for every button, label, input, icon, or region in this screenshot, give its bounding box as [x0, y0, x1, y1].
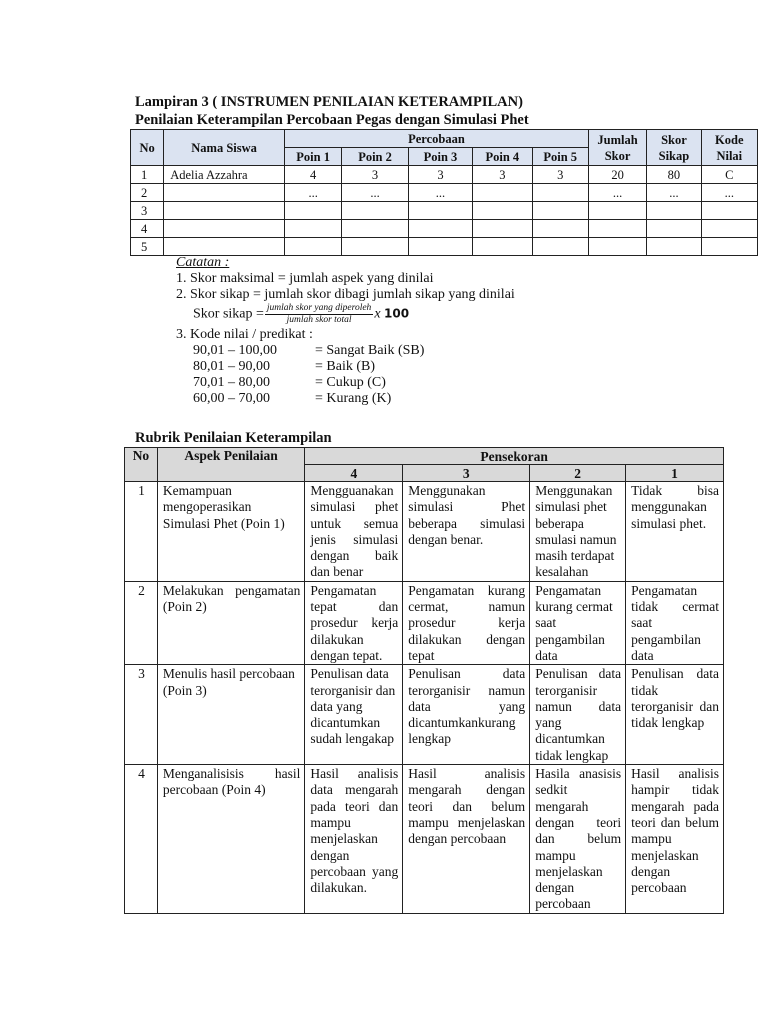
formula: [176, 303, 515, 327]
header-kode-nilai: Kode Nilai: [701, 130, 757, 166]
header-percobaan: Percobaan: [284, 130, 588, 148]
subheading: Penilaian Keterampilan Percobaan Pegas dengan Simulasi Phet: [135, 112, 529, 128]
table-row: 1 Adelia Azzahra 4 3 3 3 3 20 80 C: [131, 166, 758, 184]
score-table: [130, 129, 758, 256]
table-row: 2 Melakukan pengamatan (Poin 2) Pengamatan tepat dan prosedur kerja dilakukan dengan tepat. Pengamatan kurang cermat, namun prosedur kerja dilakukan dengan tepat Pengamatan kurang cermat saat pengambilan data Pengamatan tidak cermat saat pengambilan data: [125, 581, 724, 664]
header-poin-5: Poin 5: [532, 148, 588, 166]
table-row: 3 Menulis hasil percobaan (Poin 3) Penulisan data terorganisir dan data yang dicantumkan sudah lengakap Penulisan data terorganisir namun data yang dicantumkankurang lengkap Penulisan data terorganisir namun data yang dicantumkan tidak lengkap Penulisan data tidak terorganisir dan tidak lengkap: [125, 665, 724, 765]
rubrik-header-score-3: 3: [403, 465, 530, 482]
rubrik-header-no: No: [125, 448, 158, 482]
rubrik-header-pensekoran: Pensekoran: [305, 448, 724, 465]
kode-row: 80,01 – 90,00 = Baik (B): [193, 359, 375, 374]
table-row: 2 ... ... ... ... ... ...: [131, 184, 758, 202]
rubrik-title: Rubrik Penilaian Keterampilan: [135, 430, 332, 446]
header-poin-3: Poin 3: [408, 148, 472, 166]
rubrik-header-score-2: 2: [530, 465, 626, 482]
formula-numerator: jumlah skor yang diperoleh: [266, 303, 372, 313]
kode-row: 60,00 – 70,00 = Kurang (K): [193, 391, 392, 406]
header-poin-1: Poin 1: [284, 148, 341, 166]
note-item-1: 1. Skor maksimal = jumlah aspek yang dinilai: [176, 271, 434, 286]
table-row: 4 Menganalisisis hasil percobaan (Poin 4) Hasil analisis data mengarah pada teori dan mampu menjelaskan dengan percobaan yang dilakukan. Hasil analisis mengarah dengan teori dan belum mampu menjelaskan dengan percobaan Hasila anasisis sedkit mengarah dengan teori dan belum mampu menjelaskan dengan percobaan Hasil analisis hampir tidak mengarah pada teori dan belum mampu menjelaskan dengan percobaan: [125, 765, 724, 914]
table-row: 1 Kemampuan mengoperasikan Simulasi Phet (Poin 1) Mengguanakan simulasi phet untuk semua jenis simulasi dengan baik dan benar Menggunakan simulasi Phet beberapa simulasi dengan benar. Menggunakan simulasi phet beberapa smulasi namun masih terdapat kesalahan Tidak bisa menggunakan simulasi phet.: [125, 482, 724, 582]
table-row: 3: [131, 202, 758, 220]
formula-denominator: jumlah skor total: [286, 315, 352, 325]
kode-row: 90,01 – 100,00 = Sangat Baik (SB): [193, 343, 425, 358]
heading: Lampiran 3 ( INSTRUMEN PENILAIAN KETERAMPILAN): [135, 94, 523, 110]
formula-times: x: [374, 306, 381, 322]
table-row: 4: [131, 220, 758, 238]
formula-100: 100: [384, 306, 410, 321]
header-jumlah-skor: Jumlah Skor: [588, 130, 646, 166]
table-row: 5: [131, 238, 758, 256]
note-item-2: 2. Skor sikap = jumlah skor dibagi jumlah sikap yang dinilai: [176, 287, 515, 302]
rubrik-header-score-4: 4: [305, 465, 403, 482]
header-poin-2: Poin 2: [342, 148, 408, 166]
note-item-3: 3. Kode nilai / predikat :: [176, 327, 313, 342]
header-poin-4: Poin 4: [473, 148, 532, 166]
header-skor-sikap: Skor Sikap: [647, 130, 701, 166]
rubrik-header-aspek: Aspek Penilaian: [157, 448, 304, 482]
notes-section: [176, 255, 515, 407]
formula-fraction: [265, 303, 373, 326]
rubrik-table: [124, 447, 724, 914]
formula-lhs: Skor sikap =: [193, 306, 264, 322]
header-no: No: [131, 130, 164, 166]
notes-title: Catatan :: [176, 255, 230, 270]
header-nama-siswa: Nama Siswa: [164, 130, 285, 166]
kode-row: 70,01 – 80,00 = Cukup (C): [193, 375, 386, 390]
rubrik-header-score-1: 1: [626, 465, 724, 482]
